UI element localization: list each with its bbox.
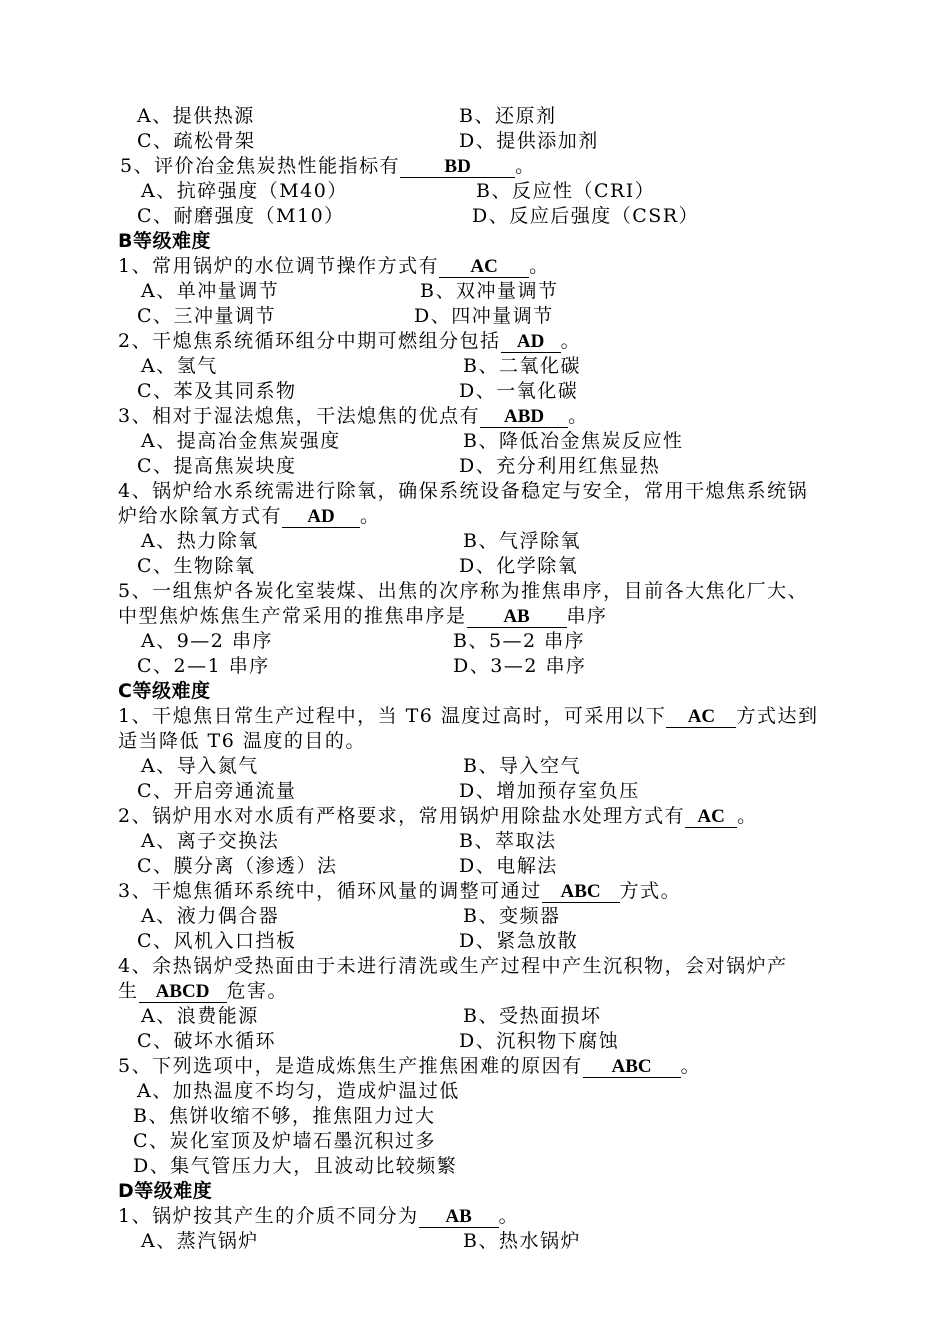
question-suffix: 方式。 bbox=[619, 880, 682, 902]
text-line: A、提高冶金焦炭强度 bbox=[141, 430, 341, 452]
answer-blank: AB bbox=[419, 1207, 499, 1228]
text-line: D、反应后强度（CSR） bbox=[472, 205, 700, 227]
question-line bbox=[118, 879, 681, 903]
answer-blank: ABD bbox=[480, 407, 568, 428]
answer-blank: ABC bbox=[583, 1057, 681, 1078]
text-line: C、耐磨强度（M10） bbox=[137, 205, 345, 227]
text-line: B、5—2 串序 bbox=[453, 630, 586, 652]
text-line: B、热水锅炉 bbox=[463, 1230, 581, 1252]
answer-blank: AC bbox=[439, 257, 529, 278]
question-suffix: 方式达到 bbox=[736, 705, 819, 727]
text-line: B、二氧化碳 bbox=[463, 355, 581, 377]
text-line: B、受热面损坏 bbox=[463, 1005, 602, 1027]
question-text: 生 bbox=[118, 980, 139, 1002]
text-line: C、提高焦炭块度 bbox=[137, 455, 297, 477]
text-line: C、膜分离（渗透）法 bbox=[137, 855, 338, 877]
text-line: A、蒸汽锅炉 bbox=[141, 1230, 259, 1252]
text-line: A、提供热源 bbox=[137, 105, 255, 127]
text-line: A、加热温度不均匀，造成炉温过低 bbox=[137, 1080, 460, 1102]
question-text: 1、锅炉按其产生的介质不同分为 bbox=[118, 1205, 419, 1227]
question-line bbox=[118, 504, 381, 528]
question-text: 3、相对于湿法熄焦，干法熄焦的优点有 bbox=[118, 405, 481, 427]
question-line bbox=[118, 979, 288, 1003]
text-line: D、充分利用红焦显热 bbox=[459, 455, 661, 477]
question-line bbox=[118, 254, 550, 278]
text-line: 4、余热锅炉受热面由于未进行清洗或生产过程中产生沉积物，会对锅炉产 bbox=[118, 955, 788, 977]
text-line: 4、锅炉给水系统需进行除氧，确保系统设备稳定与安全，常用干熄焦系统锅 bbox=[118, 480, 809, 502]
text-line: A、热力除氧 bbox=[141, 530, 259, 552]
text-line: C、风机入口挡板 bbox=[137, 930, 297, 952]
text-line: C、生物除氧 bbox=[137, 555, 256, 577]
question-line bbox=[118, 1204, 519, 1228]
question-text: 2、锅炉用水对水质有严格要求，常用锅炉用除盐水处理方式有 bbox=[118, 805, 686, 827]
answer-blank: AC bbox=[685, 807, 737, 828]
answer-blank: AB bbox=[467, 607, 567, 628]
question-text: 5、下列选项中，是造成炼焦生产推焦困难的原因有 bbox=[118, 1055, 583, 1077]
text-line: 适当降低 T6 温度的目的。 bbox=[118, 730, 366, 752]
answer-blank: BD bbox=[400, 157, 515, 178]
question-line bbox=[118, 329, 581, 353]
question-suffix: 。 bbox=[515, 155, 536, 177]
text-line: B、气浮除氧 bbox=[463, 530, 581, 552]
text-line: A、导入氮气 bbox=[141, 755, 259, 777]
text-line: A、浪费能源 bbox=[141, 1005, 259, 1027]
section-heading: C等级难度 bbox=[118, 680, 211, 702]
text-line: D、四冲量调节 bbox=[414, 305, 554, 327]
question-text: 炉给水除氧方式有 bbox=[118, 505, 283, 527]
question-suffix: 。 bbox=[560, 330, 582, 352]
text-line: A、9—2 串序 bbox=[141, 630, 273, 652]
question-text: 3、干熄焦循环系统中，循环风量的调整可通过 bbox=[118, 880, 542, 902]
answer-blank: ABCD bbox=[139, 982, 227, 1003]
text-line: A、抗碎强度（M40） bbox=[141, 180, 348, 202]
question-suffix: 。 bbox=[498, 1205, 520, 1227]
text-line: A、离子交换法 bbox=[141, 830, 280, 852]
question-text: 中型焦炉炼焦生产常采用的推焦串序是 bbox=[118, 605, 467, 627]
text-line: B、萃取法 bbox=[459, 830, 557, 852]
text-line: B、还原剂 bbox=[459, 105, 557, 127]
text-line: D、增加预存室负压 bbox=[459, 780, 640, 802]
text-line: B、焦饼收缩不够，推焦阻力过大 bbox=[133, 1105, 436, 1127]
question-text: 1、干熄焦日常生产过程中，当 T6 温度过高时，可采用以下 bbox=[118, 705, 667, 727]
question-suffix: 。 bbox=[737, 805, 758, 827]
answer-blank: AD bbox=[282, 507, 360, 528]
question-line bbox=[118, 704, 818, 728]
text-line: A、单冲量调节 bbox=[141, 280, 280, 302]
text-line: C、苯及其同系物 bbox=[137, 380, 297, 402]
question-line bbox=[118, 804, 758, 828]
question-suffix: 。 bbox=[529, 255, 550, 277]
answer-blank: AC bbox=[666, 707, 736, 728]
text-line: B、变频器 bbox=[463, 905, 561, 927]
section-heading: B等级难度 bbox=[118, 230, 211, 252]
question-text: 5、评价冶金焦炭热性能指标有 bbox=[120, 155, 401, 177]
text-line: 5、一组焦炉各炭化室装煤、出焦的次序称为推焦串序，目前各大焦化厂大、 bbox=[118, 580, 809, 602]
question-suffix: 。 bbox=[568, 405, 589, 427]
question-text: 1、常用锅炉的水位调节操作方式有 bbox=[118, 255, 440, 277]
question-line bbox=[118, 404, 589, 428]
text-line: A、氢气 bbox=[141, 355, 218, 377]
text-line: D、一氧化碳 bbox=[459, 380, 579, 402]
section-heading: D等级难度 bbox=[118, 1180, 213, 1202]
text-line: B、反应性（CRI） bbox=[476, 180, 656, 202]
question-line bbox=[118, 604, 608, 628]
question-text: 2、干熄焦系统循环组分中期可燃组分包括 bbox=[118, 330, 501, 352]
text-line: B、双冲量调节 bbox=[420, 280, 559, 302]
text-line: A、液力偶合器 bbox=[141, 905, 280, 927]
question-line bbox=[120, 154, 536, 178]
question-suffix: 串序 bbox=[566, 605, 608, 627]
text-line: C、破坏水循环 bbox=[137, 1030, 277, 1052]
answer-blank: AD bbox=[501, 332, 561, 353]
text-line: D、紧急放散 bbox=[459, 930, 579, 952]
text-line: B、降低冶金焦炭反应性 bbox=[463, 430, 684, 452]
text-line: C、开启旁通流量 bbox=[137, 780, 297, 802]
text-line: C、炭化室顶及炉墙石墨沉积过多 bbox=[133, 1130, 437, 1152]
question-line bbox=[118, 1054, 701, 1078]
text-line: D、电解法 bbox=[459, 855, 558, 877]
text-line: C、疏松骨架 bbox=[137, 130, 256, 152]
text-line: C、三冲量调节 bbox=[137, 305, 277, 327]
question-suffix: 。 bbox=[360, 505, 381, 527]
question-suffix: 危害。 bbox=[226, 980, 289, 1002]
question-suffix: 。 bbox=[680, 1055, 702, 1077]
text-line: B、导入空气 bbox=[463, 755, 581, 777]
answer-blank: ABC bbox=[542, 882, 620, 903]
text-line: D、化学除氧 bbox=[459, 555, 579, 577]
text-line: D、沉积物下腐蚀 bbox=[459, 1030, 620, 1052]
text-line: D、3—2 串序 bbox=[453, 655, 587, 677]
text-line: D、集气管压力大，且波动比较频繁 bbox=[133, 1155, 458, 1177]
text-line: D、提供添加剂 bbox=[459, 130, 599, 152]
text-line: C、2—1 串序 bbox=[137, 655, 270, 677]
